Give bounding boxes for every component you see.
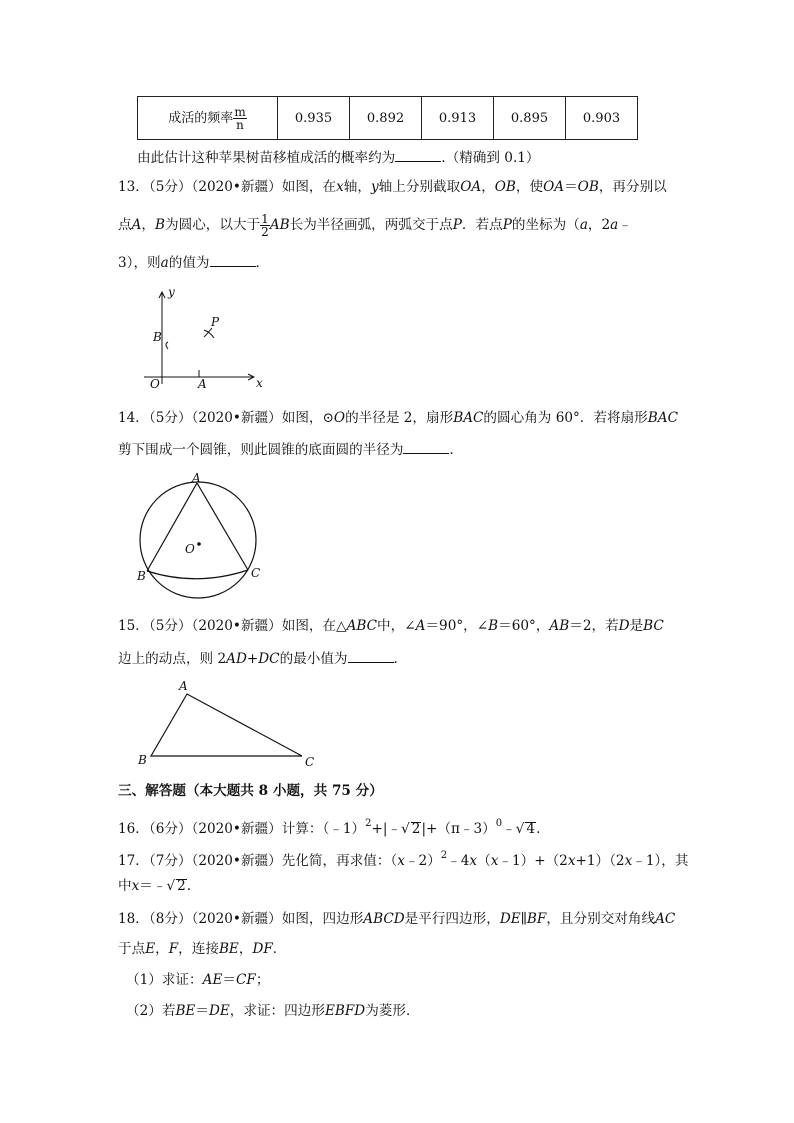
v: OB: [494, 179, 516, 195]
t: 如图，在△: [281, 618, 347, 634]
sqrt-icon: √: [401, 821, 410, 837]
table-row-label: [138, 97, 278, 140]
v: DE: [499, 911, 521, 927]
v: DC: [258, 651, 280, 667]
v: E: [145, 941, 156, 957]
v: OA: [543, 179, 565, 195]
v: A: [415, 618, 426, 634]
t: ，2: [587, 217, 611, 233]
q13-figure: [138, 284, 278, 394]
q12-text-after: .（精确到 0.1）: [441, 150, 540, 166]
v: D: [618, 618, 630, 634]
segment-ab: [147, 483, 197, 571]
answer-blank[interactable]: [348, 650, 394, 663]
label-a: A: [198, 377, 207, 391]
radicand: 2: [411, 821, 421, 837]
t: ﹣: [618, 217, 632, 233]
t: 是: [629, 618, 644, 634]
table-row: [138, 97, 638, 140]
v: a: [160, 255, 169, 271]
label-b: B: [153, 330, 162, 344]
q18-meta: （8分）（2020•新疆）: [148, 911, 282, 927]
table-cell: 0.913: [422, 97, 494, 140]
v: ABCD: [363, 911, 405, 927]
t: ．: [449, 442, 464, 458]
q14-line-1: [118, 408, 678, 428]
v: a: [610, 217, 619, 233]
t: 轴上分别截取: [378, 179, 461, 195]
v: x: [490, 853, 499, 869]
t: （: [477, 853, 491, 869]
v: O: [333, 410, 346, 426]
t: 于点: [118, 941, 146, 957]
v: BE: [175, 1003, 196, 1019]
label-b: B: [137, 569, 146, 583]
label-c: C: [251, 566, 261, 580]
t: 先化简，再求值：（: [281, 853, 398, 869]
t: ﹣: [502, 821, 516, 837]
v: EBFD: [324, 1003, 366, 1019]
t: ﹣1）+（2: [498, 853, 568, 869]
exponent: 0: [495, 818, 503, 829]
t: ，再分别以: [598, 179, 667, 195]
row-label-text: 成活的频率: [168, 110, 234, 126]
answer-blank[interactable]: [403, 441, 449, 454]
t: ．: [272, 941, 287, 957]
v: BF: [526, 911, 547, 927]
v: x: [624, 853, 633, 869]
v: ABC: [346, 618, 378, 634]
q17-number: 17．: [118, 853, 149, 869]
t: ，: [141, 217, 156, 233]
v: y: [370, 179, 379, 195]
v: AC: [655, 911, 676, 927]
v: BAC: [647, 410, 678, 426]
q18-number: 18．: [118, 911, 149, 927]
table-cell: 0.892: [350, 97, 422, 140]
v: x: [567, 853, 576, 869]
t: +|﹣: [371, 821, 402, 837]
t: 点: [118, 217, 132, 233]
q16-line: [118, 814, 540, 839]
v: AE: [202, 972, 223, 988]
t: ，求证：四边形: [229, 1003, 325, 1019]
v: P: [502, 217, 512, 233]
v: BC: [643, 618, 664, 634]
t: 为圆心，以大于: [165, 217, 261, 233]
t: 的半径是 2，扇形: [345, 410, 454, 426]
t: 计算：（﹣1）: [281, 821, 366, 837]
label-p: P: [211, 315, 220, 329]
t: ﹣2）: [404, 853, 441, 869]
q15-line-1: [118, 616, 664, 636]
v: DE: [208, 1003, 230, 1019]
center-dot: [197, 542, 201, 546]
t: ＝60°，: [498, 618, 550, 634]
t: 如图，四边形: [281, 911, 364, 927]
frequency-table: [137, 96, 638, 140]
t: 的圆心角为 60°．若将扇形: [483, 410, 648, 426]
q18-line-2: [118, 939, 286, 959]
q13-line-2: [118, 213, 632, 238]
q14-line-2: [118, 440, 463, 460]
t: 的最小值为: [279, 651, 348, 667]
v: CF: [235, 972, 256, 988]
sqrt-icon: √: [515, 821, 525, 837]
t: 中: [118, 878, 132, 894]
segment-ac: [197, 483, 248, 570]
t: ﹣4: [447, 853, 470, 869]
t: ﹣1），其: [632, 853, 689, 869]
triangle-abc: [151, 694, 302, 756]
t: 的值为: [168, 255, 210, 271]
q17-line-1: [118, 846, 688, 871]
t: ∥: [520, 911, 527, 927]
t: ＝2，若: [569, 618, 619, 634]
t: 中，∠: [377, 618, 416, 634]
label-o: O: [150, 377, 160, 391]
q17-meta: （7分）（2020•新疆）: [148, 853, 282, 869]
t: ＝: [195, 1003, 209, 1019]
q13-number: 13．: [118, 179, 149, 195]
label-x: x: [256, 376, 263, 390]
q12-text: 由此估计这种苹果树苗移植成活的概率约为: [137, 150, 396, 166]
radicand: 4: [526, 821, 536, 837]
fraction-m-over-n: [233, 106, 246, 131]
label-o: O: [185, 542, 195, 556]
v: A: [131, 217, 142, 233]
frac-den: n: [236, 117, 244, 132]
label-y: y: [168, 285, 175, 299]
q18-line-1: [118, 909, 675, 929]
t: +: [246, 651, 259, 667]
v: x: [397, 853, 405, 869]
t: 3），则: [118, 255, 161, 271]
q14-number: 14．: [118, 410, 149, 426]
v: B: [488, 618, 499, 634]
v: OA: [460, 179, 482, 195]
v: DF: [252, 941, 273, 957]
sqrt-icon: √: [166, 878, 176, 894]
v: P: [452, 217, 462, 233]
t: ＝90°，∠: [425, 618, 489, 634]
t: 的坐标为（: [511, 217, 580, 233]
v: B: [155, 217, 166, 233]
t: ＝: [564, 179, 578, 195]
q12-tail: [137, 148, 540, 168]
t: +1）（2: [575, 853, 625, 869]
t: ，: [238, 941, 253, 957]
t: 如图，⊙: [281, 410, 334, 426]
radicand: 2: [177, 878, 186, 894]
t: .: [536, 821, 541, 837]
v: F: [168, 941, 179, 957]
t: 剪下围成一个圆锥，则此圆锥的底面圆的半径为: [118, 442, 404, 458]
q17-line-2: [118, 876, 191, 896]
frac-num: 1: [261, 212, 269, 226]
q15-meta: （5分）（2020•新疆）: [148, 618, 282, 634]
t: 边上的动点，则 2: [118, 651, 227, 667]
t: ，连接: [178, 941, 219, 957]
q16-meta: （6分）（2020•新疆）: [148, 821, 282, 837]
t: （1）求证：: [126, 972, 203, 988]
t: ；: [255, 972, 270, 988]
t: ．若点: [461, 217, 503, 233]
q13-line-1: [118, 177, 667, 197]
q15-line-2: [118, 649, 407, 669]
v: x: [336, 179, 344, 195]
label-b: B: [138, 753, 147, 767]
arc-mark-b: [166, 342, 168, 349]
table-cell: 0.903: [566, 97, 638, 140]
arc-p-2: [204, 328, 212, 337]
v: x: [131, 878, 140, 894]
v: a: [579, 217, 588, 233]
circle-o: [140, 482, 256, 598]
exponent: 2: [365, 818, 372, 829]
t: 为菱形．: [365, 1003, 420, 1019]
t: 如图，在: [281, 179, 337, 195]
label-c: C: [305, 755, 315, 769]
frac-den: 2: [261, 225, 269, 239]
t: |+（π﹣3）: [421, 821, 496, 837]
v: BE: [218, 941, 239, 957]
q18-part-2: [126, 1001, 420, 1021]
v: AB: [549, 618, 570, 634]
t: ，使: [515, 179, 544, 195]
exponent: 2: [440, 850, 448, 861]
t: ．: [255, 255, 270, 271]
v: OB: [577, 179, 599, 195]
label-a: A: [179, 679, 188, 693]
t: ，: [481, 179, 495, 195]
frac-num: m: [234, 104, 246, 119]
q13-line-3: [118, 253, 269, 273]
t: 轴，: [343, 179, 371, 195]
section-heading: 三、解答题（本大题共 8 小题，共 75 分）: [118, 783, 383, 799]
v: AD: [226, 651, 247, 667]
t: ＝: [222, 972, 236, 988]
label-a: A: [192, 471, 201, 485]
t: 是平行四边形，: [404, 911, 500, 927]
q14-figure: [135, 472, 275, 592]
v: BAC: [453, 410, 484, 426]
t: 长为半径画弧，两弧交于点: [289, 217, 453, 233]
q14-meta: （5分）（2020•新疆）: [148, 410, 282, 426]
t: ，: [155, 941, 169, 957]
answer-blank[interactable]: [395, 149, 441, 162]
q15-figure: [135, 678, 335, 768]
v: AB: [269, 217, 290, 233]
t: ＝﹣: [139, 878, 167, 894]
t: （2）若: [126, 1003, 176, 1019]
q16-number: 16．: [118, 821, 149, 837]
answer-blank[interactable]: [210, 254, 256, 267]
fraction-one-half: [260, 213, 270, 238]
t: ，且分别交对角线: [546, 911, 656, 927]
table-cell: 0.895: [494, 97, 566, 140]
q15-number: 15．: [118, 618, 149, 634]
v: x: [469, 853, 478, 869]
t: .: [186, 878, 192, 894]
arc-bc: [147, 570, 248, 579]
t: ．: [393, 651, 408, 667]
q13-meta: （5分）（2020•新疆）: [148, 179, 282, 195]
table-cell: 0.935: [278, 97, 350, 140]
q18-part-1: [126, 970, 269, 990]
